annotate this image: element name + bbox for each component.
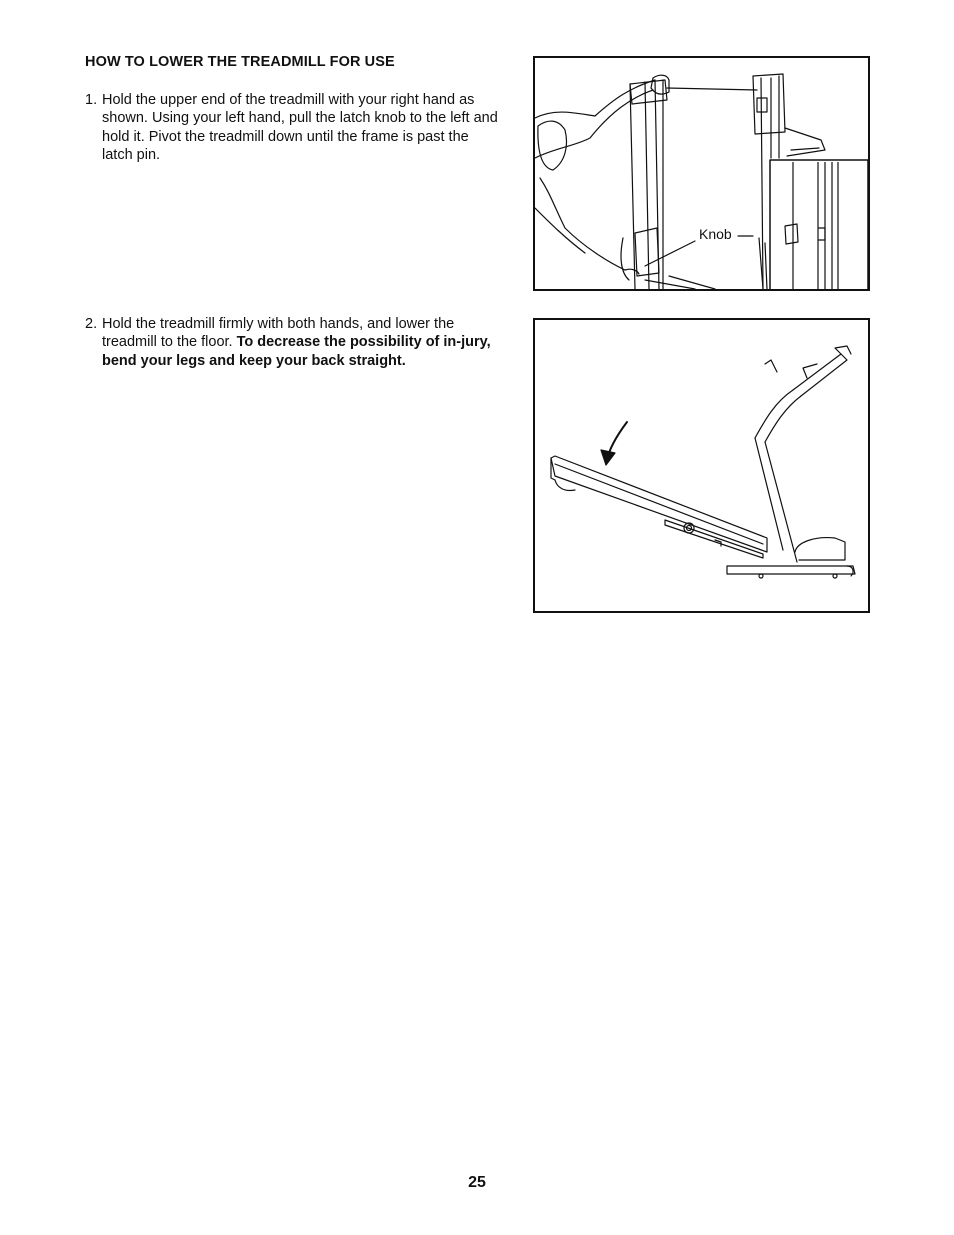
step-1-text: Hold the upper end of the treadmill with your right hand as shown. Using your left hand, pull the latch knob to the left and hold it. Pivot the treadmill down until the frame is past the latch pin.	[102, 92, 498, 164]
step-2-warning: To decrease the possibility of in-jury, bend your legs and keep your back straight.	[102, 334, 491, 369]
figure-lowering-treadmill	[533, 318, 870, 613]
section-heading: HOW TO LOWER THE TREADMILL FOR USE	[85, 54, 395, 70]
step-2-number: 2.	[85, 316, 98, 332]
treadmill-lowering-illustration	[535, 320, 868, 611]
knob-detail-inset	[535, 58, 868, 289]
figure-latch-knob	[533, 56, 870, 291]
step-1-number: 1.	[85, 92, 98, 108]
page-number: 25	[468, 1174, 486, 1191]
step-2-text: Hold the treadmill firmly with both hands, and lower the treadmill to the floor.	[102, 316, 455, 351]
step-2	[85, 315, 500, 370]
step-1	[85, 91, 500, 165]
knob-callout-label: Knob	[699, 226, 732, 242]
